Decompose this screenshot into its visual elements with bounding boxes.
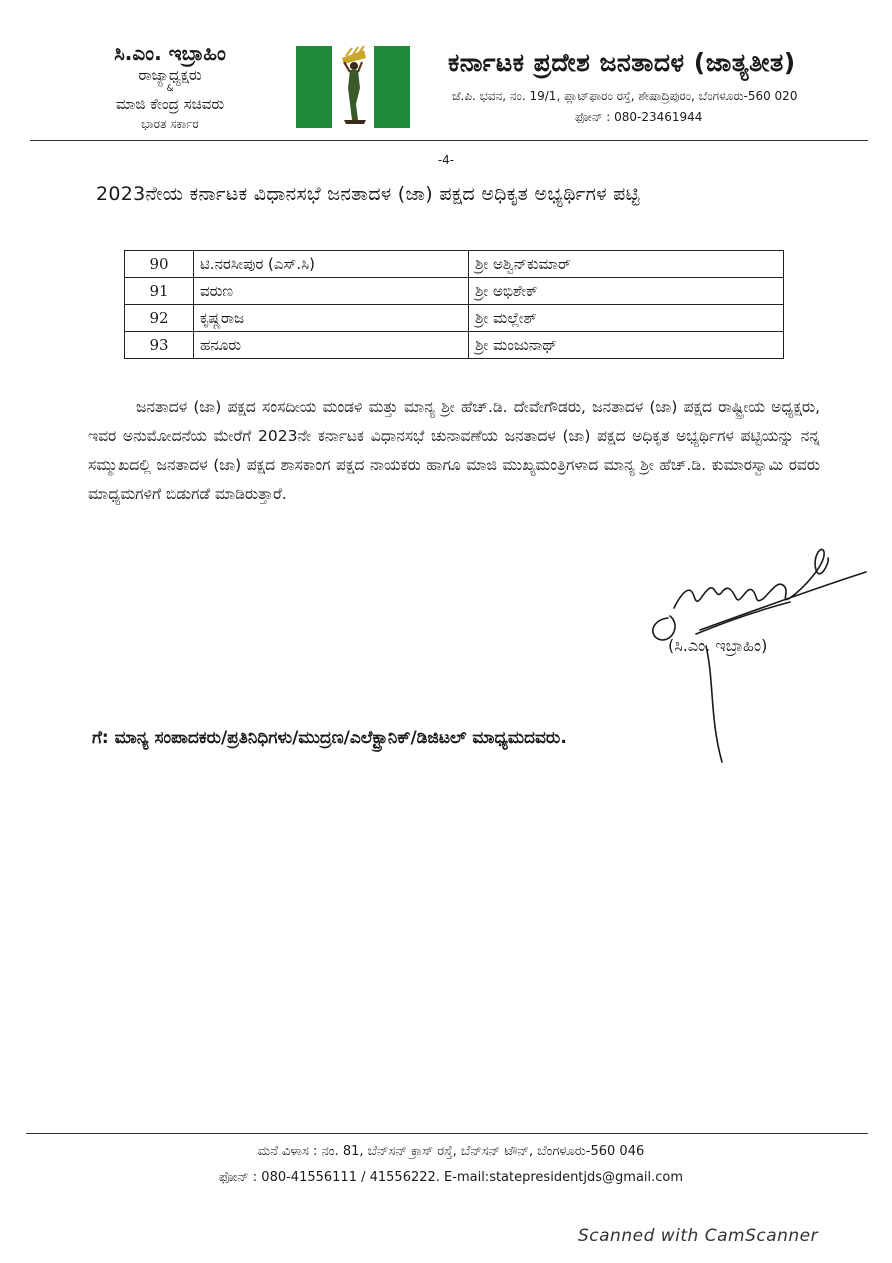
footer-divider bbox=[26, 1133, 868, 1134]
person-ampersand: & bbox=[166, 84, 174, 94]
candidate-table bbox=[124, 250, 784, 359]
party-flag-logo bbox=[294, 44, 412, 130]
footer-address: ಮನೆ ವಿಳಾಸ : ನಂ. 81, ಬೆನ್‌ಸನ್ ಕ್ರಾಸ್ ರಸ್ತೆ, ಬೆನ್‌ಸನ್ ಟೌನ್, ಬೆಂಗಳೂರು-560 046 bbox=[257, 1144, 645, 1159]
constituency: ಹನೂರು bbox=[194, 332, 469, 359]
candidate-name: ಶ್ರೀ ಮಂಜುನಾಥ್ bbox=[469, 332, 784, 359]
table-row bbox=[125, 305, 784, 332]
signatory-name: (ಸಿ.ಎಂ. ಇಬ್ರಾಹಿಂ) bbox=[668, 636, 768, 655]
person-former-title: ಮಾಜಿ ಕೇಂದ್ರ ಸಚಿವರು bbox=[115, 95, 225, 113]
table-row bbox=[125, 251, 784, 278]
flag-right-green-band bbox=[374, 46, 410, 128]
table-row bbox=[125, 332, 784, 359]
body-paragraph: ಜನತಾದಳ (ಜಾ) ಪಕ್ಷದ ಸಂಸದೀಯ ಮಂಡಳಿ ಮತ್ತು ಮಾನ್ಯ ಶ್ರೀ ಹೆಚ್.ಡಿ. ದೇವೇಗೌಡರು, ಜನತಾದಳ (ಜಾ) ಪಕ್ಷದ ರಾಷ್ಟ್ರೀಯ ಅಧ್ಯಕ್ಷರು, ಇವರ ಅನುಮೋದನೆಯ ಮೇರೆಗೆ 2023ನೇ ಕರ್ನಾಟಕ ವಿಧಾನಸಭೆ ಚುನಾವಣೆಯ ಜನತಾದಳ (ಜಾ) ಪಕ್ಷದ ಅಧಿಕೃತ ಅಭ್ಯರ್ಥಿಗಳ ಪಟ್ಟಿಯನ್ನು ನನ್ನ ಸಮ್ಮುಖದಲ್ಲಿ ಜನತಾದಳ (ಜಾ) ಪಕ್ಷದ ಶಾಸಕಾಂಗ ಪಕ್ಷದ ನಾಯಕರು ಹಾಗೂ ಮಾಜಿ ಮುಖ್ಯಮಂತ್ರಿಗಳಾದ ಮಾನ್ಯ ಶ್ರೀ ಹೆಚ್.ಡಿ. ಕುಮಾರಸ್ವಾಮಿ ರವರು ಮಾಧ್ಯಮಗಳಿಗೆ ಬಿಡುಗಡೆ ಮಾಡಿರುತ್ತಾರೆ. bbox=[88, 398, 820, 503]
footer-phone-email: ಫೋನ್ : 080-41556111 / 41556222. E-mail:statepresidentjds@gmail.com bbox=[218, 1170, 684, 1185]
page-number: -4- bbox=[437, 153, 455, 167]
party-phone: ಫೋನ್ : 080-23461944 bbox=[575, 110, 703, 124]
document-title: 2023ನೇಯ ಕರ್ನಾಟಕ ವಿಧಾನಸಭೆ ಜನತಾದಳ (ಜಾ) ಪಕ್ಷದ ಅಧಿಕೃತ ಅಭ್ಯರ್ಥಿಗಳ ಪಟ್ಟಿ bbox=[96, 183, 640, 205]
party-name: ಕರ್ನಾಟಕ ಪ್ರದೇಶ ಜನತಾದಳ (ಜಾತ್ಯತೀತ) bbox=[448, 48, 796, 77]
flag-left-green-band bbox=[296, 46, 332, 128]
table-row bbox=[125, 278, 784, 305]
party-address: ಜೆ.ಪಿ. ಭವನ, ನಂ. 19/1, ಪ್ಲಾಟ್‌ಫಾರಂ ರಸ್ತೆ, ಶೇಷಾದ್ರಿಪುರಂ, ಬೆಂಗಳೂರು-560 020 bbox=[452, 89, 798, 103]
serial-number: 92 bbox=[125, 305, 194, 332]
serial-number: 91 bbox=[125, 278, 194, 305]
recipients-line: ಗೆ: ಮಾನ್ಯ ಸಂಪಾದಕರು/ಪ್ರತಿನಿಧಿಗಳು/ಮುದ್ರಣ/ಎಲೆಕ್ಟ್ರಾನಿಕ್/ಡಿಜಿಟಲ್ ಮಾಧ್ಯಮದವರು. bbox=[92, 728, 567, 748]
constituency: ವರುಣ bbox=[194, 278, 469, 305]
scanner-watermark: Scanned with CamScanner bbox=[578, 1226, 819, 1246]
header-divider bbox=[30, 140, 868, 141]
serial-number: 93 bbox=[125, 332, 194, 359]
serial-number: 90 bbox=[125, 251, 194, 278]
constituency: ಟಿ.ನರಸೀಪುರ (ಎಸ್.ಸಿ) bbox=[194, 251, 469, 278]
constituency: ಕೃಷ್ಣರಾಜ bbox=[194, 305, 469, 332]
person-government: ಭಾರತ ಸರ್ಕಾರ bbox=[141, 117, 199, 131]
person-role: ರಾಜ್ಯಾಧ್ಯಕ್ಷರು bbox=[138, 66, 202, 84]
candidate-name: ಶ್ರೀ ಅಭಿಶೇಕ್ bbox=[469, 278, 784, 305]
person-name: ಸಿ.ಎಂ. ಇಬ್ರಾಹಿಂ bbox=[114, 41, 226, 65]
candidate-name: ಶ್ರೀ ಅಶ್ವಿನ್‌ಕುಮಾರ್ bbox=[469, 251, 784, 278]
candidate-name: ಶ್ರೀ ಮಲ್ಲೇಶ್ bbox=[469, 305, 784, 332]
